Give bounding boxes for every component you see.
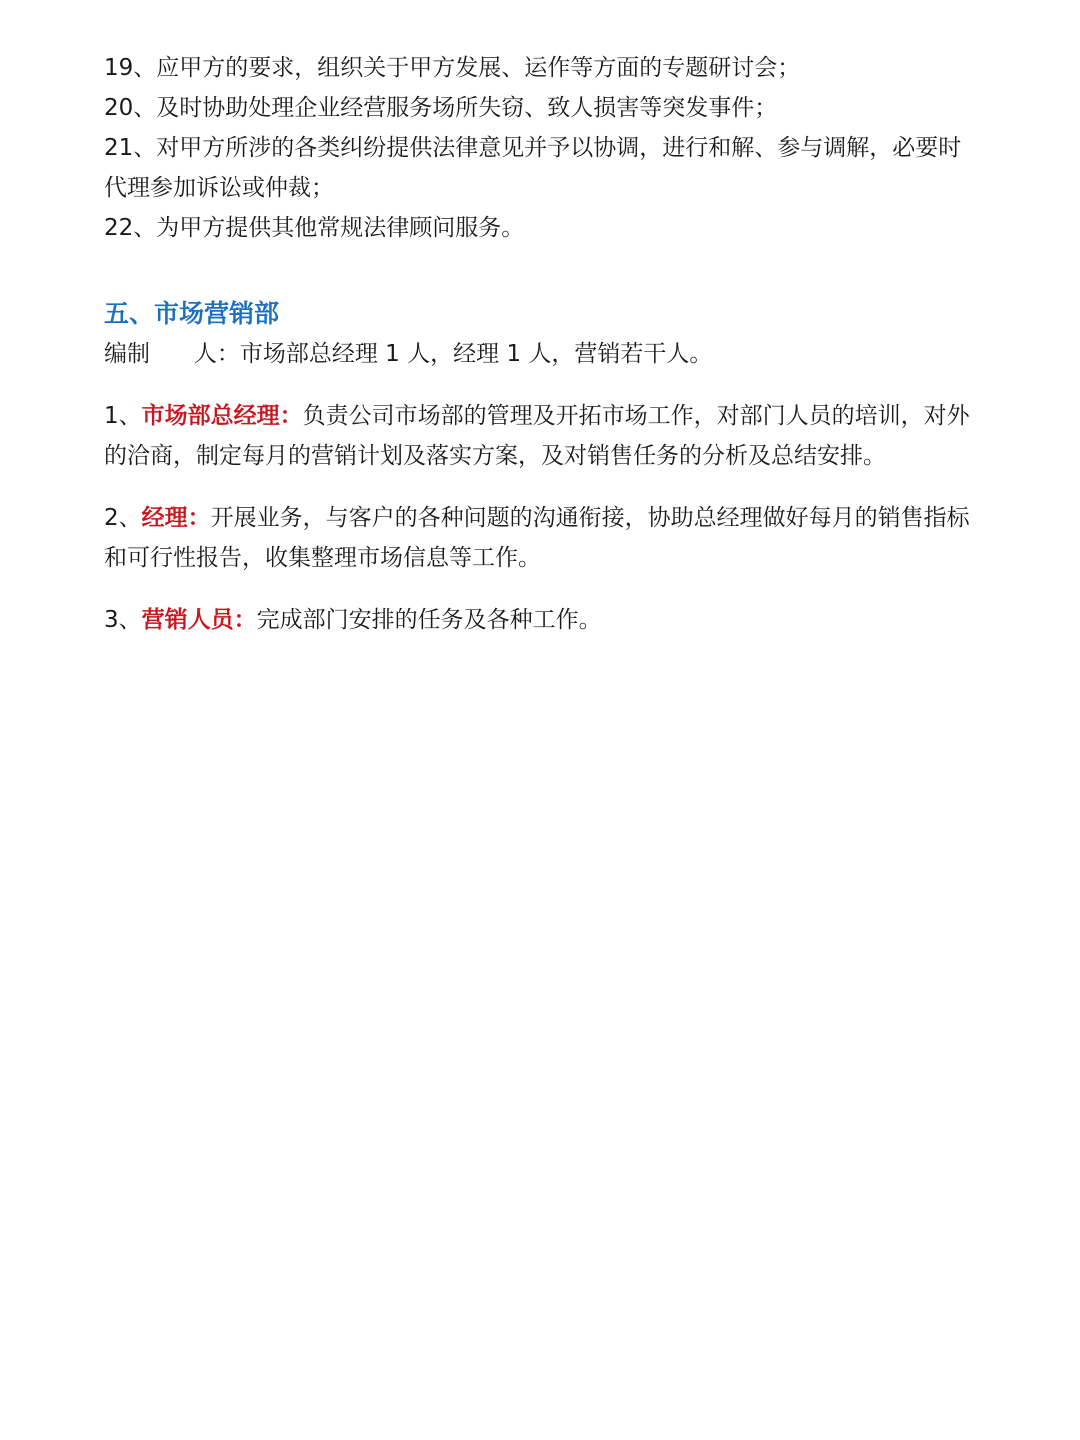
role-manager (104, 498, 984, 578)
role-list (104, 396, 984, 640)
list-item-20: 20、及时协助处理企业经营服务场所失窃、致人损害等突发事件； (104, 95, 778, 121)
role-number: 2、 (104, 505, 142, 531)
staffing-value: 市场部总经理 1 人，经理 1 人，营销若干人。 (239, 341, 713, 367)
list-item-19: 19、应甲方的要求，组织关于甲方发展、运作等方面的专题研讨会； (104, 55, 801, 81)
role-description: 开展业务，与客户的各种问题的沟通衔接，协助总经理做好每月的销售指标和可行性报告，收集整理市场信息等工作。 (104, 505, 970, 571)
role-title: 经理： (141, 505, 211, 531)
role-title: 市场部总经理： (141, 403, 303, 429)
document-page (104, 48, 984, 640)
role-description: 完成部门安排的任务及各种工作。 (256, 607, 602, 633)
role-sales-staff (104, 600, 984, 640)
role-general-manager (104, 396, 984, 476)
staffing-label: 编制 人： (104, 341, 240, 367)
service-list (104, 48, 984, 248)
role-description: 负责公司市场部的管理及开拓市场工作，对部门人员的培训，对外的洽商，制定每月的营销计划及落实方案，及对销售任务的分析及总结安排。 (104, 403, 970, 469)
staffing-line (104, 334, 984, 374)
role-title: 营销人员： (141, 607, 257, 633)
section-heading-marketing: 五、市场营销部 (104, 299, 280, 328)
list-item-22: 22、为甲方提供其他常规法律顾问服务。 (104, 215, 525, 241)
list-item-21: 21、对甲方所涉的各类纠纷提供法律意见并予以协调，进行和解、参与调解，必要时代理参加诉讼或仲裁； (104, 135, 962, 201)
role-number: 3、 (104, 607, 142, 633)
role-number: 1、 (104, 403, 142, 429)
